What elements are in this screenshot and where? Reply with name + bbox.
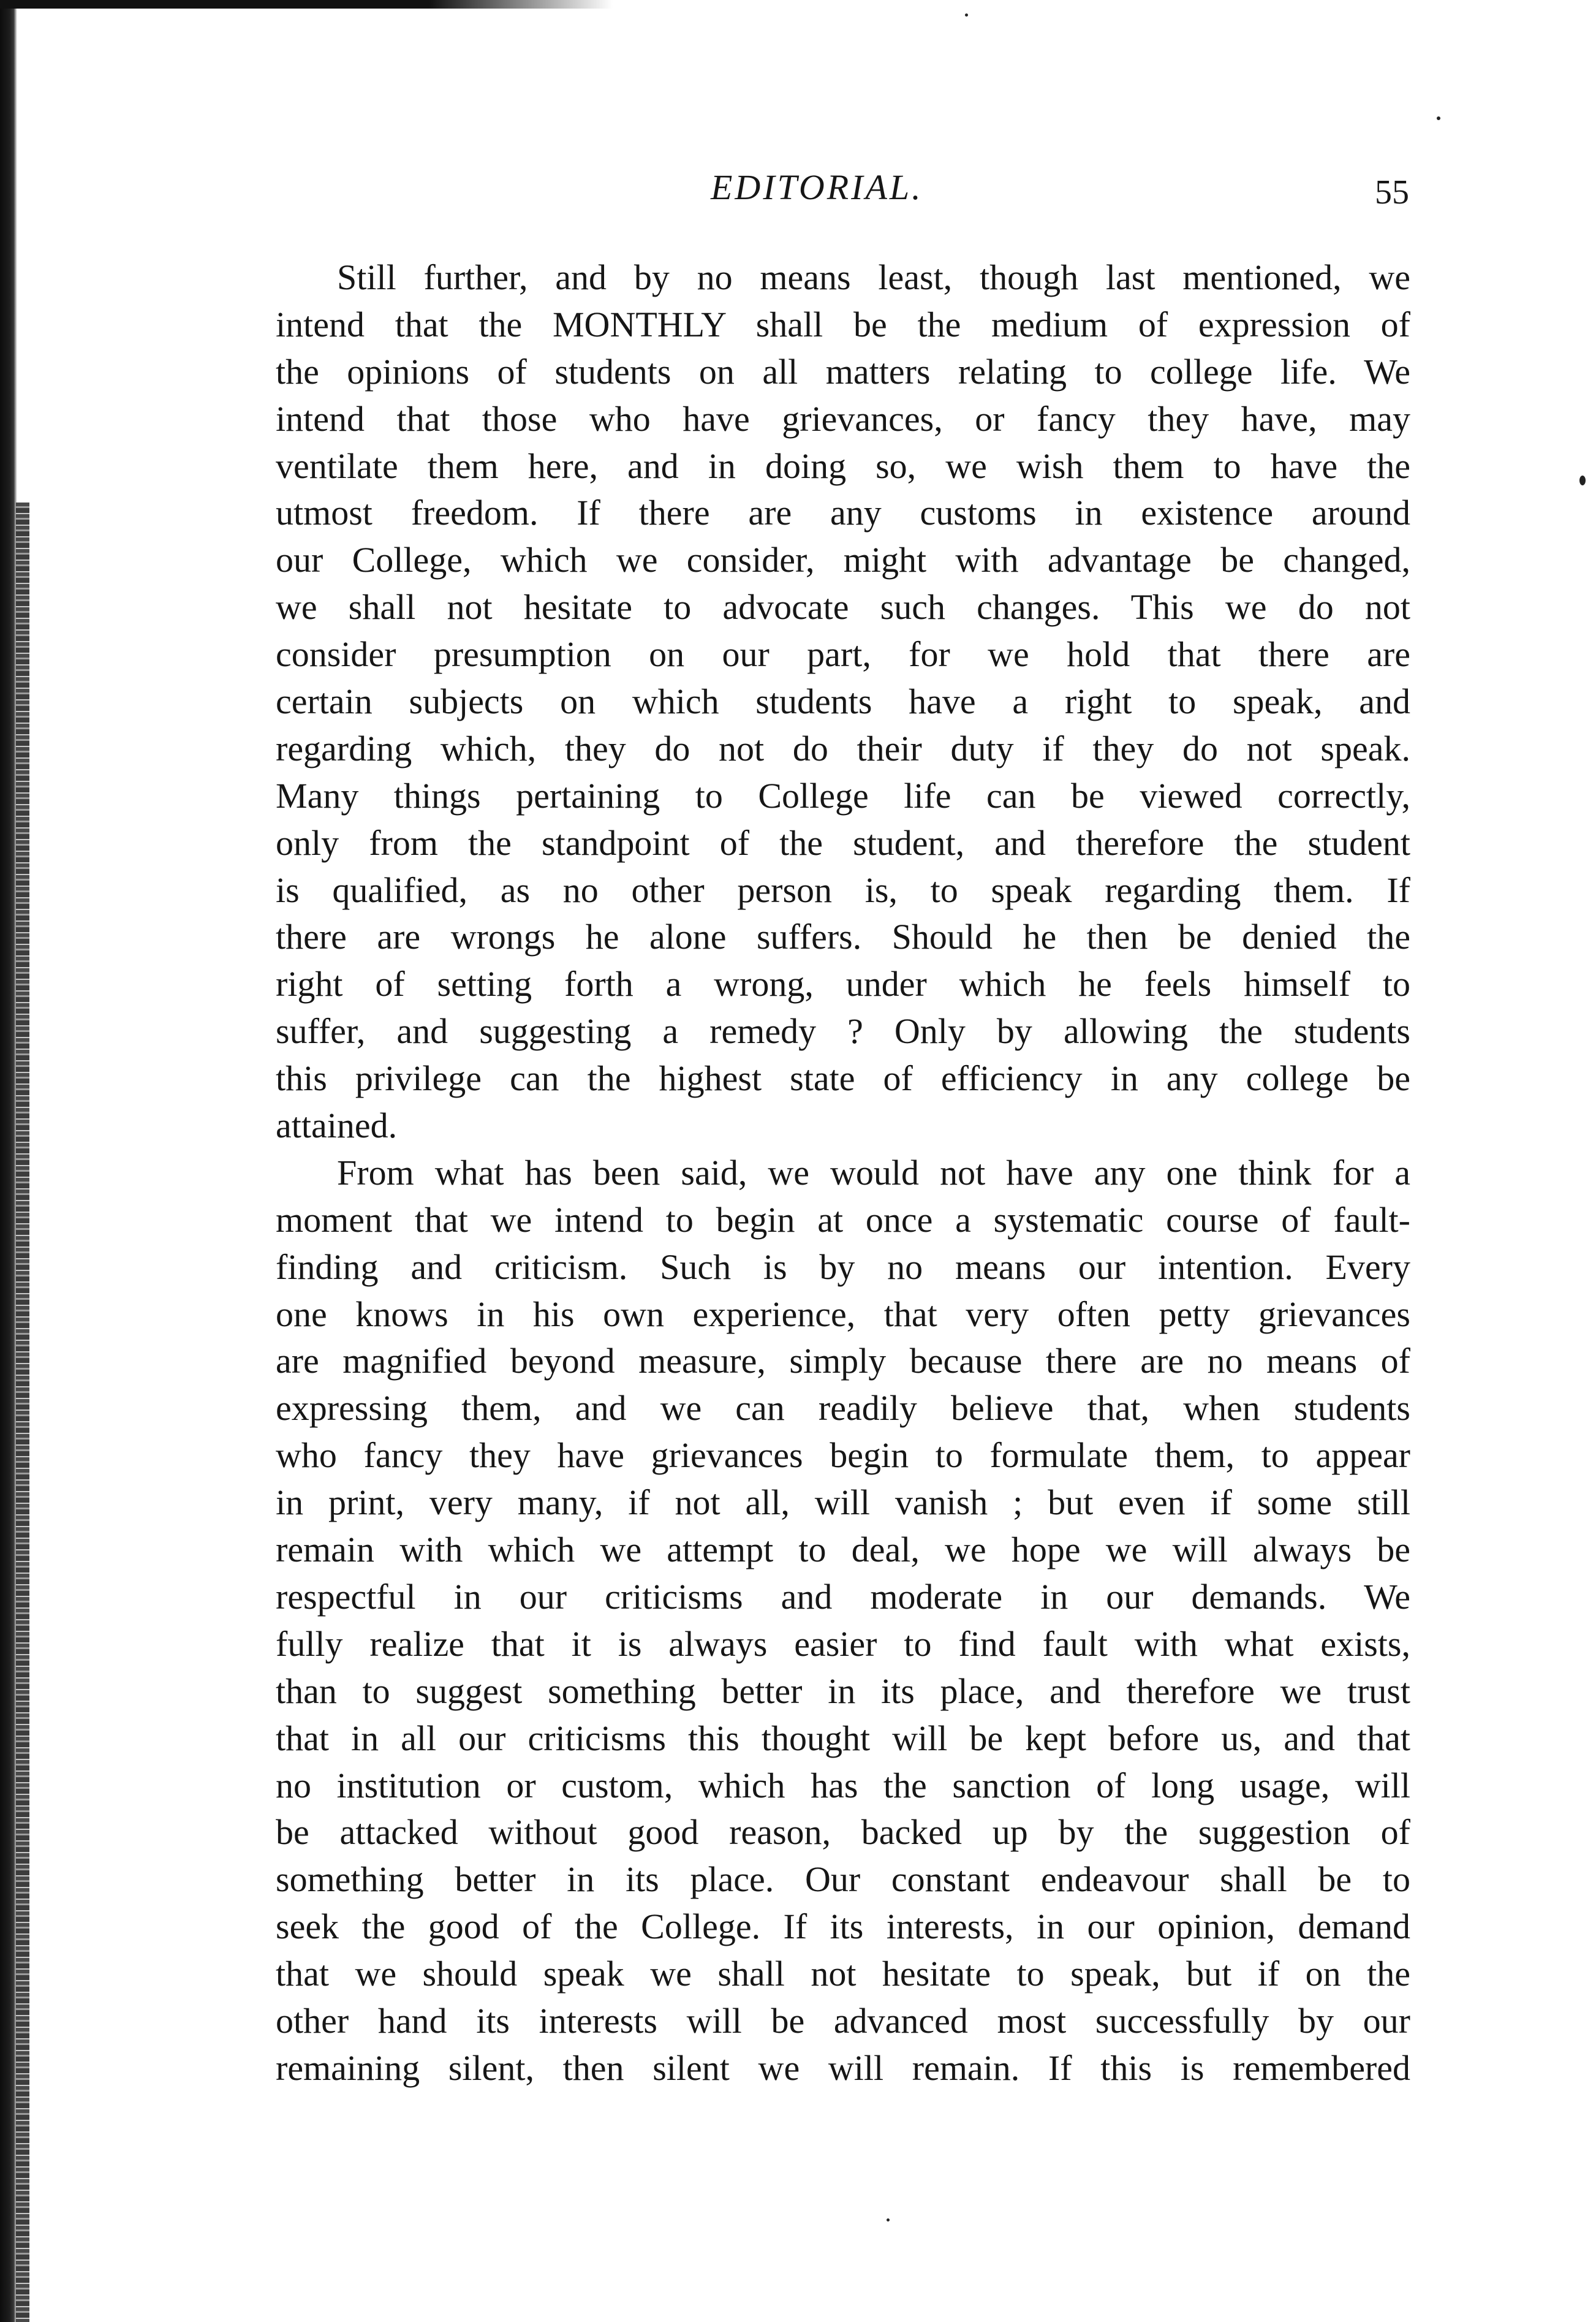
running-head: EDITORIAL. — [711, 167, 923, 207]
text-line: fully realize that it is always easier to find fault with what exists, — [276, 1623, 1410, 1664]
text-line: than to suggest something better in its place, and therefore we trust — [276, 1671, 1410, 1711]
text-line: no institution or custom, which has the sanction of long usage, will — [276, 1765, 1410, 1805]
text-line: intend that those who have grievances, or fancy they have, may — [276, 398, 1410, 439]
text-line: consider presumption on our part, for we hold that there are — [276, 634, 1410, 675]
text-line: is qualified, as no other person is, to speak regarding them. If — [276, 870, 1410, 910]
text-line: remaining silent, then silent we will remain. If this is remembered — [276, 2047, 1410, 2088]
text-line: certain subjects on which students have a right to speak, and — [276, 681, 1410, 722]
text-line: other hand its interests will be advanced most successfully by our — [276, 2000, 1410, 2041]
text-line: utmost freedom. If there are any customs in existence around — [276, 493, 1410, 533]
text-line: From what has been said, we would not have any one think for a — [337, 1152, 1410, 1193]
text-line: Still further, and by no means least, though last mentioned, we — [337, 257, 1410, 297]
text-line: the opinions of students on all matters relating to college life. We — [276, 351, 1410, 392]
text-line: remain with which we attempt to deal, we hope we will always be — [276, 1530, 1410, 1570]
text-line: Many things pertaining to College life can be viewed correctly, — [276, 775, 1410, 816]
ink-speck — [1579, 476, 1586, 485]
text-line: suffer, and suggesting a remedy ? Only by allowing the students — [276, 1011, 1410, 1052]
text-line: this privilege can the highest state of efficiency in any college be — [276, 1058, 1410, 1099]
text-line: who fancy they have grievances begin to formulate them, to appear — [276, 1435, 1410, 1476]
text-line: that we should speak we shall not hesitate to speak, but if on the — [276, 1954, 1410, 1994]
text-line: there are wrongs he alone suffers. Should he then be denied the — [276, 917, 1410, 957]
page-header — [270, 167, 1409, 222]
page-binding-shadow — [16, 503, 29, 2322]
text-line: regarding which, they do not do their duty if they do not speak. — [276, 728, 1410, 768]
text-line: right of setting forth a wrong, under which he feels himself to — [276, 964, 1410, 1004]
ink-speck — [965, 13, 968, 17]
text-line: in print, very many, if not all, will vanish ; but even if some still — [276, 1482, 1410, 1523]
page-binding-edge — [0, 0, 17, 2322]
text-line: be attacked without good reason, backed up by the suggestion of — [276, 1812, 1410, 1853]
text-line: we shall not hesitate to advocate such changes. This we do not — [276, 587, 1410, 628]
text-line: seek the good of the College. If its interests, in our opinion, demand — [276, 1907, 1410, 1947]
text-line: attained. — [276, 1106, 398, 1146]
text-line: finding and criticism. Such is by no means our intention. Every — [276, 1246, 1410, 1287]
text-line: intend that the MONTHLY shall be the medium of expression of — [276, 304, 1410, 344]
text-line: ventilate them here, and in doing so, we wish them to have the — [276, 446, 1410, 486]
text-line: our College, which we consider, might with advantage be changed, — [276, 540, 1410, 580]
page-number: 55 — [1375, 173, 1409, 211]
text-line: moment that we intend to begin at once a systematic course of fault- — [276, 1199, 1410, 1240]
editorial-body-text — [276, 254, 1410, 2092]
page-top-edge — [0, 0, 613, 9]
text-line: respectful in our criticisms and moderate in our demands. We — [276, 1576, 1410, 1617]
ink-speck — [1437, 116, 1440, 120]
text-line: expressing them, and we can readily believe that, when students — [276, 1388, 1410, 1428]
ink-speck — [887, 2218, 890, 2221]
text-line: something better in its place. Our constant endeavour shall be to — [276, 1859, 1410, 1900]
text-line: are magnified beyond measure, simply because there are no means of — [276, 1341, 1410, 1381]
text-line: that in all our criticisms this thought will be kept before us, and that — [276, 1718, 1410, 1758]
text-line: only from the standpoint of the student, and therefore the student — [276, 822, 1410, 863]
text-line: one knows in his own experience, that very often petty grievances — [276, 1294, 1410, 1334]
